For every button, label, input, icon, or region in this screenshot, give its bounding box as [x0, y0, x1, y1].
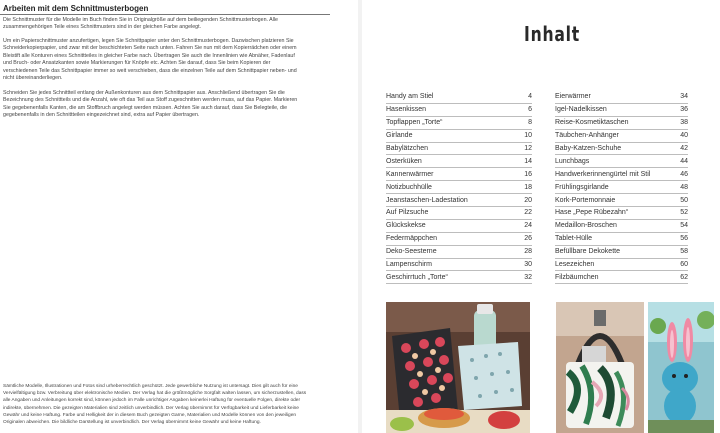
- toc-entry[interactable]: [555, 130, 688, 143]
- page-title: Arbeiten mit dem Schnittmusterbogen: [3, 4, 149, 13]
- toc-entry-page: 46: [680, 170, 688, 178]
- toc-entry-title: Jeanstaschen-Ladestation: [386, 196, 468, 204]
- toc-entry[interactable]: [386, 91, 532, 104]
- toc-entry-page: 6: [528, 106, 532, 114]
- photo-lunchbags: [386, 302, 530, 433]
- toc-entry-title: Hasenkissen: [386, 106, 427, 114]
- toc-entry-title: Handy am Stiel: [386, 93, 434, 101]
- toc-entry-title: Glückskekse: [386, 222, 426, 230]
- toc-entry[interactable]: [555, 246, 688, 259]
- toc-entry-title: Auf Pilzsuche: [386, 209, 429, 217]
- toc-entry-page: 48: [680, 183, 688, 191]
- toc-entry[interactable]: [555, 168, 688, 181]
- toc-entry-page: 4: [528, 93, 532, 101]
- toc-entry[interactable]: [386, 143, 532, 156]
- toc-entry-title: Babylätzchen: [386, 145, 429, 152]
- toc-entry-title: Topflappen „Torte“: [386, 119, 443, 127]
- toc-entry-title: Kork-Portemonnaie: [555, 196, 616, 204]
- toc-entry-page: 38: [680, 119, 688, 127]
- toc-entry-page: 60: [680, 261, 688, 269]
- toc-entry[interactable]: [555, 207, 688, 220]
- toc-entry-title: Osterküken: [386, 157, 422, 165]
- toc-entry-title: Lampenschirm: [386, 261, 432, 269]
- toc-entry[interactable]: [386, 259, 532, 272]
- toc-entry[interactable]: [386, 246, 532, 259]
- toc-entry-title: Hase „Pepe Rübezahn“: [555, 209, 629, 217]
- toc-entry-title: Befüllbare Dekokette: [555, 248, 620, 256]
- toc-entry[interactable]: [386, 207, 532, 220]
- toc-entry[interactable]: [386, 220, 532, 233]
- toc-entry-page: 36: [680, 106, 688, 114]
- toc-entry-page: 24: [524, 222, 532, 230]
- toc-entry-page: 14: [524, 157, 532, 165]
- toc-entry-title: Igel-Nadelkissen: [555, 106, 607, 114]
- toc-entry[interactable]: [555, 155, 688, 168]
- toc-entry-page: 34: [680, 93, 688, 101]
- toc-entry-title: Tablet-Hülle: [555, 235, 592, 243]
- toc-entry[interactable]: [555, 143, 688, 156]
- toc-column-left: [386, 91, 532, 284]
- toc-entry-page: 42: [680, 145, 688, 152]
- toc-entry[interactable]: [555, 194, 688, 207]
- right-page: [362, 0, 720, 433]
- title-divider: [0, 14, 330, 15]
- left-page: [0, 0, 358, 433]
- toc-entry-page: 58: [680, 248, 688, 256]
- toc-entry-page: 56: [680, 235, 688, 243]
- copy-instructions-paragraph: Um ein Papierschnittmuster anzufertigen, legen Sie Schnittpapier unter den Schnittmusterbogen. Dazwischen platzieren Sie Schneiderkopierpapier, und zwar mit der beschichteten Seite nach unten. Fahren Sie nun mit dem Kopierrädchen oder einem Bleistift alle Konturen eines Schnittteiles in gleicher Farbe nach. Übertragen Sie auch die Innenlinien wie Abnäher, Fadenlauf und Bruch- oder Ansatzkanten sowie Markierungen für Knöpfe etc. Achten Sie darauf, dass Sie beim Kopieren der verschiedenen Teile das Schnittpapier immer so weit verschieben, dass die einzelnen Teile auf dem Schnittpapier neben- und nicht übereinanderliegen.: [3, 38, 297, 82]
- toc-entry-title: Eierwärmer: [555, 93, 591, 101]
- photo-bunny-pepe: [648, 302, 714, 433]
- toc-entry[interactable]: [386, 155, 532, 168]
- toc-entry[interactable]: [555, 117, 688, 130]
- toc-entry-page: 52: [680, 209, 688, 217]
- toc-entry-title: Reise-Kosmetiktaschen: [555, 119, 629, 127]
- toc-entry[interactable]: [386, 104, 532, 117]
- toc-entry-title: Baby-Katzen-Schuhe: [555, 145, 622, 152]
- toc-entry-title: Lunchbags: [555, 157, 590, 165]
- toc-entry[interactable]: [386, 117, 532, 130]
- toc-entry-page: 16: [524, 170, 532, 178]
- toc-entry-title: Girlande: [386, 132, 413, 140]
- toc-entry-title: Filzbäumchen: [555, 273, 599, 281]
- toc-entry-title: Kannenwärmer: [386, 170, 434, 178]
- toc-entry[interactable]: [386, 181, 532, 194]
- toc-entry-title: Lesezeichen: [555, 261, 595, 269]
- toc-entry-page: 10: [524, 132, 532, 140]
- toc-entry-page: 18: [524, 183, 532, 191]
- toc-entry-page: 32: [524, 273, 532, 281]
- toc-entry-page: 54: [680, 222, 688, 230]
- toc-entry-page: 62: [680, 273, 688, 281]
- legal-notice: Sämtliche Modelle, Illustrationen und Fotos sind urheberrechtlich geschützt. Jede gewerbliche Nutzung ist untersagt. Dies gilt auch für eine Vervielfältigung bzw. Verbreitung über elektronische Medien. Der Verlag hat die größtmögliche Sorgfalt walten lassen, um sicherzustellen, dass alle Angaben und Anleitungen korrekt sind, können jedoch im Falle unrichtiger Angaben keinerlei Haftung für eventuelle Folgen, direkte oder indirekte, übernehmen. Die gezeigten Materialien sind zeitlich unverbindlich. Der Verlag übernimmt für Verfügbarkeit und Lieferbarkeit keine Gewähr und keine Haftung. Farbe und Helligkeit der in diesem Buch gezeigten Garne, Materialien und Modelle können von den jeweiligen Originalen abweichen. Die bildliche Darstellung ist unverbindlich. Der Verlag übernimmt keine Gewähr und keine Haftung.: [3, 384, 307, 426]
- toc-entry-page: 22: [524, 209, 532, 217]
- toc-entry[interactable]: [555, 181, 688, 194]
- photo-tablet-bag: [556, 302, 644, 433]
- toc-entry-title: Frühlingsgirlande: [555, 183, 609, 191]
- toc-entry-title: Täubchen-Anhänger: [555, 132, 619, 140]
- toc-entry[interactable]: [386, 168, 532, 181]
- toc-entry[interactable]: [555, 91, 688, 104]
- toc-entry[interactable]: [386, 271, 532, 284]
- toc-entry-page: 44: [680, 157, 688, 165]
- toc-entry-title: Handwerkerinnengürtel mit Stil: [555, 170, 651, 178]
- toc-column-right: [555, 91, 688, 284]
- toc-entry[interactable]: [386, 130, 532, 143]
- toc-entry-page: 50: [680, 196, 688, 204]
- toc-entry[interactable]: [555, 271, 688, 284]
- toc-entry-page: 30: [524, 261, 532, 269]
- toc-entry-page: 40: [680, 132, 688, 140]
- toc-entry-title: Federmäppchen: [386, 235, 437, 243]
- toc-entry-title: Medaillon-Broschen: [555, 222, 617, 230]
- toc-entry[interactable]: [555, 233, 688, 246]
- toc-entry-page: 8: [528, 119, 532, 127]
- toc-entry-page: 28: [524, 248, 532, 256]
- intro-paragraph: Die Schnittmuster für die Modelle im Buch finden Sie in Originalgröße auf dem beiliegenden Schnittmusterbogen. Alle zusammengehörigen Teile eines Schnittmusters sind in der gleichen Farbe angelegt.: [3, 17, 278, 31]
- toc-entry[interactable]: [555, 259, 688, 272]
- toc-entry-page: 12: [524, 145, 532, 152]
- toc-entry-page: 20: [524, 196, 532, 204]
- toc-entry[interactable]: [386, 233, 532, 246]
- toc-entry[interactable]: [555, 220, 688, 233]
- cutting-instructions-paragraph: Schneiden Sie jedes Schnittteil entlang der Außenkonturen aus dem Schnittpapier aus. Anschließend übertragen Sie die Bezeichnung des Schnittteils und die Anzahl, wie oft das Teil aus Stoff zugeschnitten werden muss, auf das Papier. Markieren Sie gegebenenfalls Kanten, die am Stoffbruch angelegt werden müssen. Achten Sie auch darauf, dass Sie Belegteile, die gegebenenfalls in den Schnittteilen eingezeichnet sind, extra auf Papier übertragen.: [3, 90, 298, 119]
- toc-entry[interactable]: [386, 194, 532, 207]
- toc-entry-title: Deko-Seesterne: [386, 248, 437, 256]
- toc-entry[interactable]: [555, 104, 688, 117]
- toc-entry-page: 26: [524, 235, 532, 243]
- contents-heading: Inhalt: [524, 22, 581, 46]
- toc-entry-title: Geschirrtuch „Torte“: [386, 273, 448, 281]
- toc-entry-title: Notizbuchhülle: [386, 183, 432, 191]
